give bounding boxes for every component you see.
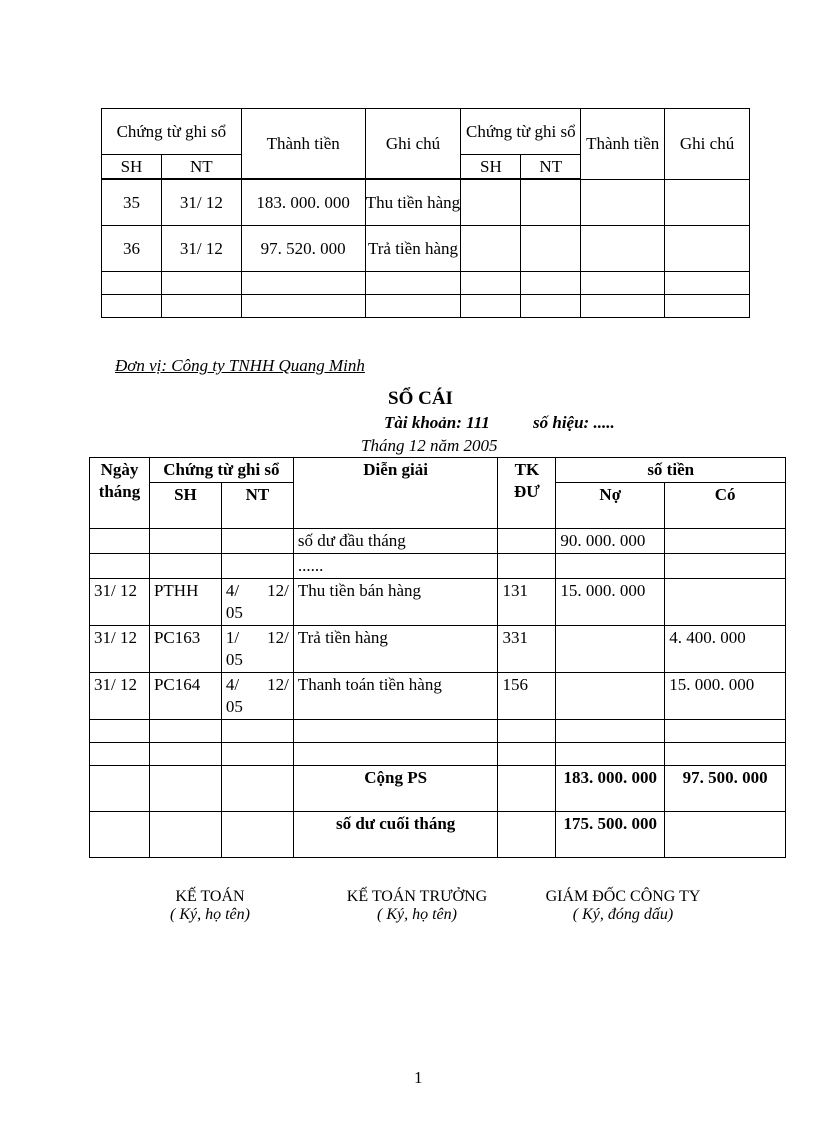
signature-role: KẾ TOÁN <box>175 888 245 905</box>
table-row <box>90 626 786 673</box>
number-label: số hiệu: ..... <box>533 413 615 432</box>
closing-label: số dư cuối tháng <box>293 812 498 858</box>
header-sh: SH <box>149 483 221 529</box>
table-row <box>90 579 786 626</box>
header-nt-2: NT <box>521 155 581 179</box>
opening-row <box>90 529 786 554</box>
total-debit: 183. 000. 000 <box>556 766 665 812</box>
row-tk: 331 <box>498 626 556 673</box>
row-desc: Thu tiền bán hàng <box>293 579 498 626</box>
header-nt: NT <box>161 155 241 179</box>
ledger-table <box>89 457 786 858</box>
row-credit: 4. 400. 000 <box>665 626 786 673</box>
total-row <box>90 766 786 812</box>
summary-table <box>101 108 750 318</box>
unit-name: Đơn vị: Công ty TNHH Quang Minh <box>115 356 365 375</box>
nt-day: 4/ <box>225 675 240 694</box>
nt-year: 05 <box>225 697 243 716</box>
row-sh: PC163 <box>149 626 221 673</box>
header-sh: SH <box>102 155 162 179</box>
header-chung-tu: Chứng từ ghi sổ <box>102 109 242 155</box>
header-tk: TK ĐƯ <box>498 458 556 529</box>
header-ghi-chu: Ghi chú <box>365 109 461 179</box>
closing-debit: 175. 500. 000 <box>556 812 665 858</box>
row-date: 31/ 12 <box>90 673 150 720</box>
nt-month: 12/ <box>267 675 289 694</box>
row-debit <box>556 673 665 720</box>
row-sh: 35 <box>102 180 162 226</box>
signature-note: ( Ký, họ tên) <box>170 906 250 923</box>
total-label: Cộng PS <box>293 766 498 812</box>
nt-day: 1/ <box>225 628 240 647</box>
nt-month: 12/ <box>267 581 289 600</box>
signature-director <box>523 888 723 924</box>
table-row <box>102 226 750 272</box>
row-debit: 15. 000. 000 <box>556 579 665 626</box>
header-so-tien: số tiền <box>556 458 786 483</box>
closing-row <box>90 812 786 858</box>
account-label: Tài khoản: 111 <box>384 413 490 432</box>
header-dien-giai: Diễn giải <box>293 458 498 529</box>
ledger-title: SỔ CÁI <box>388 388 453 409</box>
opening-debit: 90. 000. 000 <box>556 529 665 554</box>
header-ghi-chu-2: Ghi chú <box>665 109 750 180</box>
row-credit <box>665 579 786 626</box>
period-label: Tháng 12 năm 2005 <box>361 436 498 455</box>
header-sh-2: SH <box>461 155 521 179</box>
header-thanh-tien: Thành tiền <box>241 109 365 179</box>
row-credit: 15. 000. 000 <box>665 673 786 720</box>
row-note: Thu tiền hàng <box>365 180 461 226</box>
row-desc: Thanh toán tiền hàng <box>293 673 498 720</box>
opening-label: số dư đầu tháng <box>293 529 498 554</box>
signature-role: GIÁM ĐỐC CÔNG TY <box>545 888 701 905</box>
signature-accountant <box>110 888 310 924</box>
table-row <box>90 673 786 720</box>
page-number: 1 <box>414 1068 423 1087</box>
header-thanh-tien-2: Thành tiền <box>581 109 665 180</box>
row-debit <box>556 626 665 673</box>
row-date: 31/ 12 <box>90 579 150 626</box>
row-amount: 183. 000. 000 <box>241 180 365 226</box>
row-nt <box>221 579 293 626</box>
header-chung-tu: Chứng từ ghi sổ <box>149 458 293 483</box>
total-credit: 97. 500. 000 <box>665 766 786 812</box>
header-ngay: Ngày tháng <box>90 458 150 529</box>
row-nt <box>221 626 293 673</box>
row-desc: Trả tiền hàng <box>293 626 498 673</box>
row-date: 31/ 12 <box>90 626 150 673</box>
row-sh: PTHH <box>149 579 221 626</box>
signature-role: KẾ TOÁN TRƯỞNG <box>346 888 488 905</box>
header-chung-tu-2: Chứng từ ghi sổ <box>461 109 581 155</box>
row-note: Trả tiền hàng <box>365 226 461 272</box>
signature-chief-accountant <box>317 888 517 924</box>
header-co: Có <box>665 483 786 529</box>
row-amount: 97. 520. 000 <box>241 226 365 272</box>
header-no: Nợ <box>556 483 665 529</box>
row-sh: 36 <box>102 226 162 272</box>
table-row <box>102 180 750 226</box>
row-nt: 31/ 12 <box>161 226 241 272</box>
row-tk: 156 <box>498 673 556 720</box>
row-tk: 131 <box>498 579 556 626</box>
row-nt <box>221 673 293 720</box>
row-nt: 31/ 12 <box>161 180 241 226</box>
signature-note: ( Ký, họ tên) <box>377 906 457 923</box>
nt-day: 4/ <box>225 581 240 600</box>
nt-year: 05 <box>225 650 243 669</box>
ellipsis: ...... <box>293 554 498 579</box>
signature-note: ( Ký, đóng dấu) <box>572 906 674 923</box>
nt-month: 12/ <box>267 628 289 647</box>
header-nt: NT <box>221 483 293 529</box>
row-sh: PC164 <box>149 673 221 720</box>
nt-year: 05 <box>225 603 243 622</box>
